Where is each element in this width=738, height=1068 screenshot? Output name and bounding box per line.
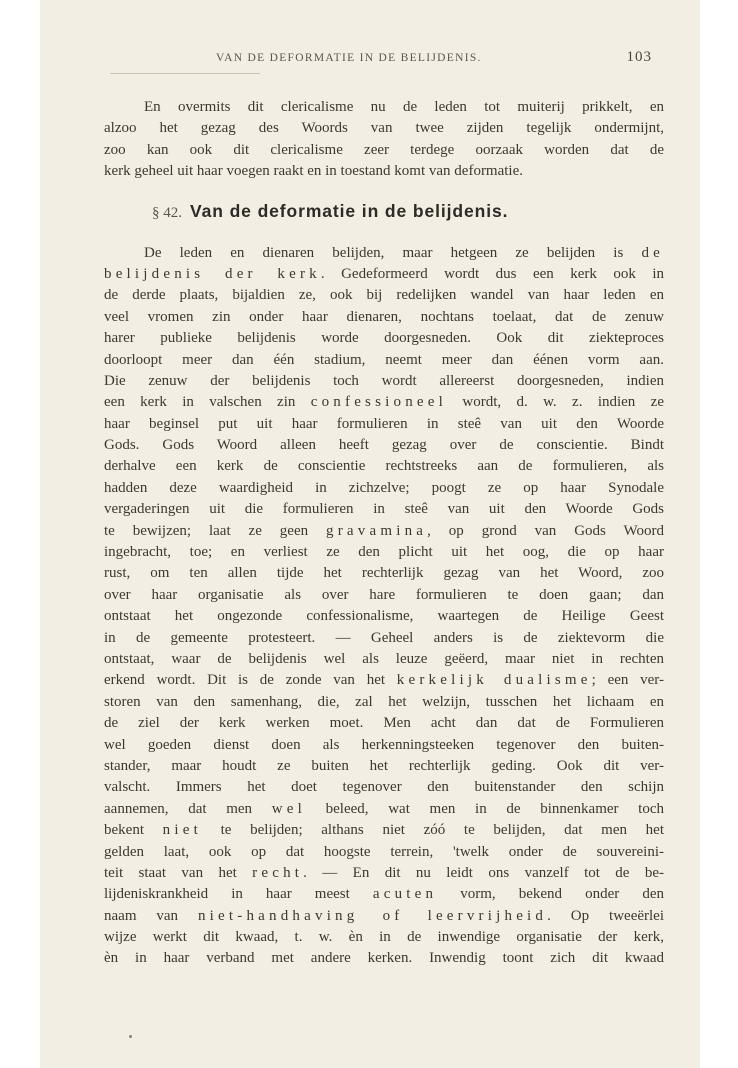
text-run: lijdeniskrankheid in haar meest	[104, 886, 373, 903]
text-line	[104, 606, 664, 627]
text-run: veel vromen zin onder haar dienaren, nochtans toelaat, dat de zenuw	[104, 308, 664, 325]
text-run: de derde plaats, bijaldien ze, ook bij redelijken wandel van haar leden en	[104, 287, 664, 304]
text-run: beleed, wat men in de binnenkamer toch	[305, 800, 665, 817]
text-run: derhalve een kerk de conscientie rechtstreeks aan de formulieren, als	[104, 458, 664, 475]
text-line	[104, 906, 664, 927]
text-line	[104, 307, 664, 328]
text-line	[104, 499, 664, 520]
text-run: gelden laat, ook op dat hoogste terrein, 'twelk onder de souvereini-	[104, 843, 664, 860]
text-run: in de gemeente protesteert. — Geheel anders is de ziektevorm die	[104, 629, 664, 646]
book-page	[40, 0, 700, 1068]
spaced-emphasis: gravamina	[326, 522, 428, 539]
text-run: te bewijzen; laat ze geen	[104, 522, 327, 539]
spaced-emphasis: belijdenis der kerk	[104, 265, 321, 282]
text-line	[104, 863, 664, 884]
text-line	[104, 670, 664, 691]
text-line	[104, 799, 664, 820]
text-line	[104, 842, 664, 863]
text-line	[104, 692, 664, 713]
paragraph-2	[104, 243, 664, 970]
text-run: ontstaat het ongezonde confessionalisme, waartegen de Heilige Geest	[104, 608, 664, 625]
text-line	[104, 948, 664, 969]
text-line	[104, 264, 664, 285]
text-run: . Op tweeërlei	[547, 907, 665, 924]
text-line: En overmits dit clericalisme nu de leden tot muiterij prikkelt, en	[144, 99, 664, 115]
text-line	[104, 350, 664, 371]
text-line	[104, 456, 664, 477]
text-run: hadden deze waardigheid in zichzelve; poogt ze op haar Synodale	[104, 479, 664, 496]
spaced-emphasis: de	[641, 244, 664, 261]
text-line	[104, 521, 664, 542]
text-run: wel goeden dienst doen als herkenningsteeken tegenover den buiten-	[104, 736, 664, 753]
text-run: stander, maar houdt ze buiten het rechterlijk geding. Ook dit ver-	[104, 757, 664, 774]
text-run: harer publieke belijdenis worde doorgesneden. Ook dit ziekteproces	[104, 330, 664, 347]
text-run: ingebracht, toe; en verliest ze den plicht uit het oog, die op haar	[104, 544, 664, 561]
text-line	[104, 927, 664, 948]
text-run: vorm, bekend onder den	[437, 886, 664, 903]
text-line	[104, 563, 664, 584]
text-run: te belijden; althans niet zóó te belijden, dat men het	[201, 822, 664, 839]
text-run: De leden en dienaren belijden, maar hetgeen ze belijden is	[144, 244, 642, 261]
text-run: vergaderingen uit die formulieren in steê van uit den Woorde Gods	[104, 501, 664, 518]
text-run: haar beginsel put uit haar formulieren in steê van uit den Woorde	[104, 415, 664, 432]
text-run: over haar organisatie als over hare formulieren te doen gaan; dan	[104, 586, 664, 603]
text-run: de ziel der kerk werken moet. Men acht dan dat de Formulieren	[104, 715, 664, 732]
text-line	[104, 414, 664, 435]
text-line	[104, 756, 664, 777]
text-line	[104, 478, 664, 499]
text-run: rust, om ten allen tijde het rechterlijk gezag van het Woord, zoo	[104, 565, 664, 582]
paragraph-1	[104, 97, 664, 183]
header-rule	[110, 73, 260, 74]
spaced-emphasis: confessioneel	[310, 394, 447, 411]
text-run: doorloopt meer dan één stadium, neemt meer dan éénen vorm aan.	[104, 351, 664, 368]
text-run: , op grond van Gods Woord	[427, 522, 664, 539]
text-run: bekent	[104, 822, 163, 839]
text-line	[104, 628, 664, 649]
spaced-emphasis: niet	[162, 822, 202, 839]
spaced-emphasis: wel	[271, 800, 306, 817]
text-line	[104, 820, 664, 841]
text-line: alzoo het gezag des Woords van twee zijden tegelijk ondermijnt,	[104, 120, 664, 137]
section-title: Van de deformatie in de belijdenis.	[190, 200, 509, 221]
text-line	[104, 542, 664, 563]
text-line	[104, 884, 664, 905]
text-run: ; een ver-	[591, 672, 664, 689]
spaced-emphasis: recht	[252, 864, 304, 881]
spaced-emphasis: kerkelijk dualisme	[396, 672, 592, 689]
text-run: Gods. Gods Woord alleen heeft gezag over de conscientie. Bindt	[104, 437, 664, 454]
text-run: . Gedeformeerd wordt dus een kerk ook in	[320, 265, 664, 282]
text-run: . — En dit nu leidt ons vanzelf tot de be-	[303, 864, 664, 881]
text-run: aannemen, dat men	[104, 800, 272, 817]
text-run: valscht. Immers het doet tegenover den buitenstander den schijn	[104, 779, 664, 796]
section-number: § 42.	[152, 204, 182, 221]
text-line	[104, 328, 664, 349]
text-line	[104, 371, 664, 392]
running-title: VAN DE DEFORMATIE IN DE BELIJDENIS.	[216, 52, 482, 64]
text-line	[104, 649, 664, 670]
page-header	[40, 49, 700, 74]
spaced-emphasis: acuten	[372, 886, 438, 903]
text-line	[104, 777, 664, 798]
text-line	[104, 735, 664, 756]
text-run: Die zenuw der belijdenis toch wordt allereerst doorgesneden, indien	[104, 372, 664, 389]
text-line	[104, 435, 664, 456]
text-line	[104, 243, 664, 264]
text-line: kerk geheel uit haar voegen raakt en in toestand komt van deformatie.	[104, 163, 524, 180]
text-run: erkend wordt. Dit is de zonde van het	[104, 672, 397, 689]
text-run: storen van den samenhang, die, zal het welzijn, tusschen het lichaam en	[104, 693, 664, 710]
text-run: wijze werkt dit kwaad, t. w. èn in de inwendige organisatie der kerk,	[104, 929, 664, 946]
text-line	[104, 285, 664, 306]
speck-mark	[129, 1035, 132, 1038]
text-line	[104, 392, 664, 413]
text-run: wordt, d. w. z. indien ze	[447, 394, 664, 411]
text-line: zoo kan ook dit clericalisme zeer terdege oorzaak worden dat de	[104, 141, 664, 158]
page-body	[104, 97, 664, 970]
page-number: 103	[626, 49, 652, 65]
text-line	[104, 585, 664, 606]
text-run: naam van	[104, 907, 198, 924]
text-line	[104, 713, 664, 734]
text-run: een kerk in valschen zin	[104, 394, 311, 411]
text-run: ontstaat, waar de belijdenis wel als leuze geëerd, maar niet in rechten	[104, 650, 664, 667]
spaced-emphasis: niet-handhaving of leervrijheid	[197, 907, 548, 924]
section-heading	[104, 201, 664, 225]
text-run: teit staat van het	[104, 864, 253, 881]
text-run: èn in haar verband met andere kerken. Inwendig toont zich dit kwaad	[104, 950, 664, 967]
